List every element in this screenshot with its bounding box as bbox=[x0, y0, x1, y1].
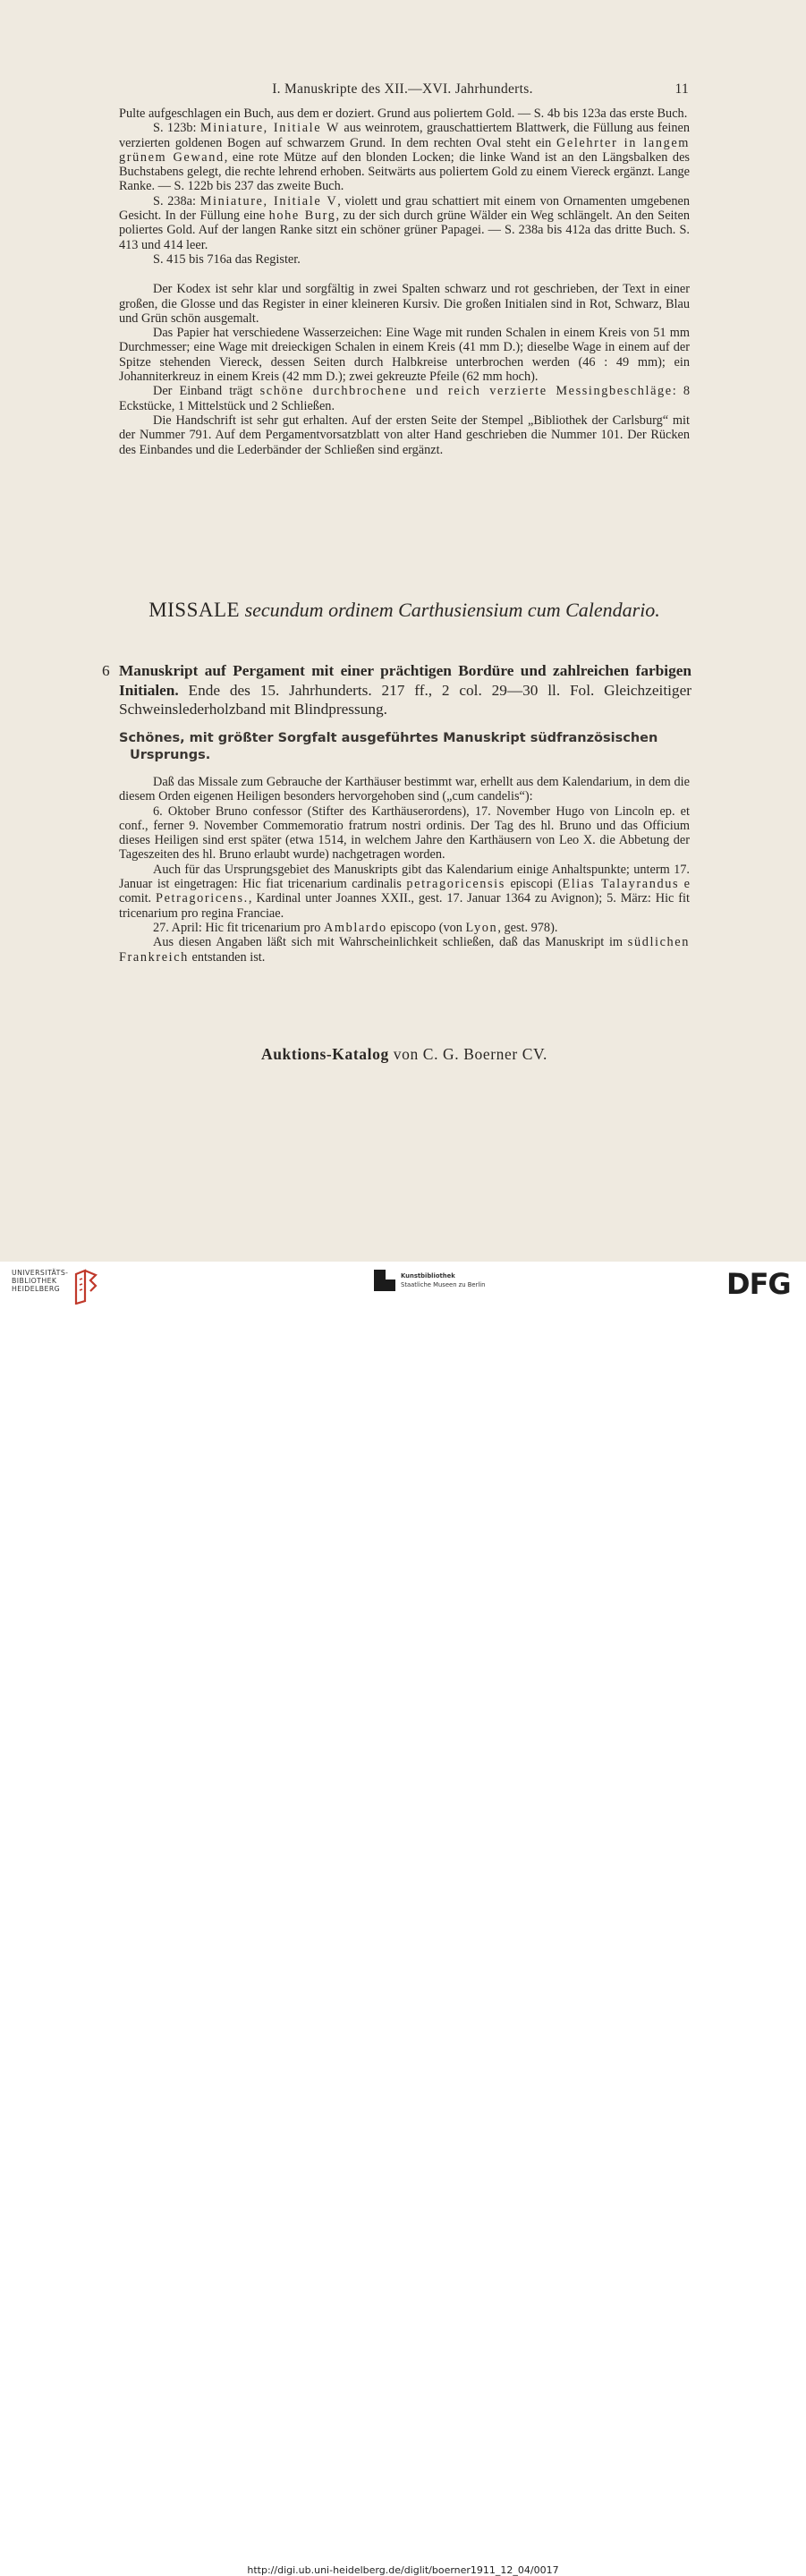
paragraph: Der Einband trägt schöne durchbrochene und reich verzierte Messingbeschläge: 8 Eckstücke, 1 Mittelstück und 2 Schließen. bbox=[119, 384, 690, 413]
paragraph: S. 123b: Miniature, Initiale W aus weinrotem, grauschattiertem Blattwerk, die Füllung aus feinen verzierten goldenen Bogen auf schwarzem Grund. In dem rechten Oval steht ein Gelehrter in langem grünem Gewand, eine rote Mütze auf den blonden Locken; die linke Wand ist an den Längsbalken des Buchstabens gelegt, die rechte lehrend erhoben. Seitwärts aus poliertem Gold zu einem Viereck ergänzt. Lange Ranke. — S. 122b bis 237 das zweite Buch. bbox=[119, 121, 690, 194]
lot-title: Manuskript auf Pergament mit einer prächtigen Bordüre und zahlreichen farbigen Initialen. bbox=[119, 662, 691, 699]
paragraph: Pulte aufgeschlagen ein Buch, aus dem er doziert. Grund aus poliertem Gold. — S. 4b bis 123a das erste Buch. bbox=[119, 106, 688, 121]
dfg-logo[interactable] bbox=[726, 1270, 794, 1297]
scanned-page bbox=[0, 0, 806, 1262]
paragraph: 27. April: Hic fit tricenarium pro Amblardo episcopo (von Lyon, gest. 978). bbox=[153, 920, 558, 935]
paragraph: Das Papier hat verschiedene Wasserzeichen: Eine Wage mit runden Schalen in einem Kreis von 51 mm Durchmesser; eine Wage mit dreieckigen Schalen in einem Kreis (41 mm D.); dieselbe Wage in einem auf der Spitze stehenden Viereck, dessen Seiten durch Halbkreise unterbrochen werden (46 : 49 mm); ein Johanniterkreuz in einem Kreis (42 mm D.); zwei gekreuzte Pfeile (62 mm hoch). bbox=[119, 326, 690, 385]
entry-title-italic: secundum ordinem Carthusiensium cum Calendario. bbox=[244, 599, 660, 621]
svg-text:DFG: DFG bbox=[726, 1270, 791, 1297]
paragraph: 6. Oktober Bruno confessor (Stifter des Karthäuserordens), 17. November Hugo von Lincoln ep. et conf., ferner 9. November Commemoratio fratrum nostri ordinis. Der Tag des hl. Bruno und das Officium dieses Heiligen sind erst später (etwa 1514, in welchem Jahre den Karthäusern von Leo X. die Abbetung der Tageszeiten des hl. Bruno erlaubt wurde) nachgetragen worden. bbox=[119, 803, 690, 863]
catalog-footer: Auktions-Katalog von C. G. Boerner CV. bbox=[260, 1045, 547, 1063]
entry-title bbox=[119, 598, 690, 623]
paragraph: S. 415 bis 716a das Register. bbox=[153, 251, 301, 267]
calendar-section bbox=[119, 775, 690, 965]
paragraph: Der Kodex ist sehr klar und sorgfältig in zwei Spalten schwarz und rot geschrieben, der Text in einer großen, die Glosse und das Register in einer kleineren Kursiv. Die großen Initialen sind in Rot, Schwarz, Blau und Grün schön ausgemalt. bbox=[119, 282, 690, 326]
paragraph: Aus diesen Angaben läßt sich mit Wahrscheinlichkeit schließen, daß das Manuskript im südlichen Frankreich entstanden ist. bbox=[119, 935, 690, 965]
entry-title-roman: MISSALE bbox=[148, 599, 241, 621]
lot-entry bbox=[102, 661, 691, 719]
kunstbibliothek-emblem-icon bbox=[374, 1270, 395, 1291]
paragraph: Auch für das Ursprungsgebiet des Manuskripts gibt das Kalendarium einige Anhaltspunkte; unterm 17. Januar ist eingetragen: Hic fiat tricenarium cardinalis petragoricensis episcopi (Elias Talayrandus e comit. Petragoricens., Kardinal unter Joannes XXII., gest. 17. Januar 1364 zu Avignon); 5. März: Hic fit tricenarium pro regina Franciae. bbox=[119, 862, 691, 921]
page-number: 11 bbox=[674, 81, 689, 97]
lot-details: Ende des 15. Jahrhunderts. 217 ff., 2 col. 29—30 ll. Fol. Gleichzeitiger Schweinslederholzband mit Blindpressung. bbox=[119, 681, 691, 718]
paragraph: Die Handschrift ist sehr gut erhalten. Auf der ersten Seite der Stempel „Bibliothek der Carlsburg“ mit der Nummer 791. Auf dem Pergamentvorsatzblatt von alter Hand geschrieben die Nummer 101. Der Rücken des Einbandes und die Lederbänder der Schließen sind ergänzt. bbox=[119, 412, 690, 457]
paragraph: S. 238a: Miniature, Initiale V, violett und grau schattiert mit einem von Ornamenten umgebenen Gesicht. In der Füllung eine hohe Burg, zu der sich durch grüne Wälder ein Weg schlängelt. An den Seiten poliertes Gold. Auf der langen Ranke sitzt ein schöner grüner Papagei. — S. 238a bis 412a das dritte Buch. S. 413 und 414 leer. bbox=[119, 193, 690, 252]
permalink-url[interactable]: http://digi.ub.uni-heidelberg.de/diglit/boerner1911_12_04/0017 bbox=[247, 2564, 559, 2576]
viewer-footer-bar: UNIVERSITÄTS- BIBLIOTHEK HEIDELBERG Kunstbibliothek Staatliche Museen zu Berlin DFG http://digi.ub.uni-heidelberg.de/diglit/boerner1911_12_04/0017 bbox=[0, 1262, 806, 1317]
paragraph: Daß das Missale zum Gebrauche der Karthäuser bestimmt war, erhellt aus dem Kalendarium, in dem die diesem Orden eigenen Heiligen besonders hervorgehoben sind („cum candelis“): bbox=[119, 775, 690, 804]
lot-subheading: Schönes, mit größter Sorgfalt ausgeführtes Manuskript südfranzösischen Ursprungs. bbox=[119, 731, 658, 762]
lot-number: 6 bbox=[102, 662, 110, 679]
uni-emblem-icon bbox=[72, 1269, 99, 1305]
running-head-title: I. Manuskripte des XII.—XVI. Jahrhunderts. bbox=[272, 81, 533, 97]
top-section bbox=[119, 106, 690, 457]
university-library-logo[interactable]: UNIVERSITÄTS- BIBLIOTHEK HEIDELBERG bbox=[12, 1269, 101, 1305]
